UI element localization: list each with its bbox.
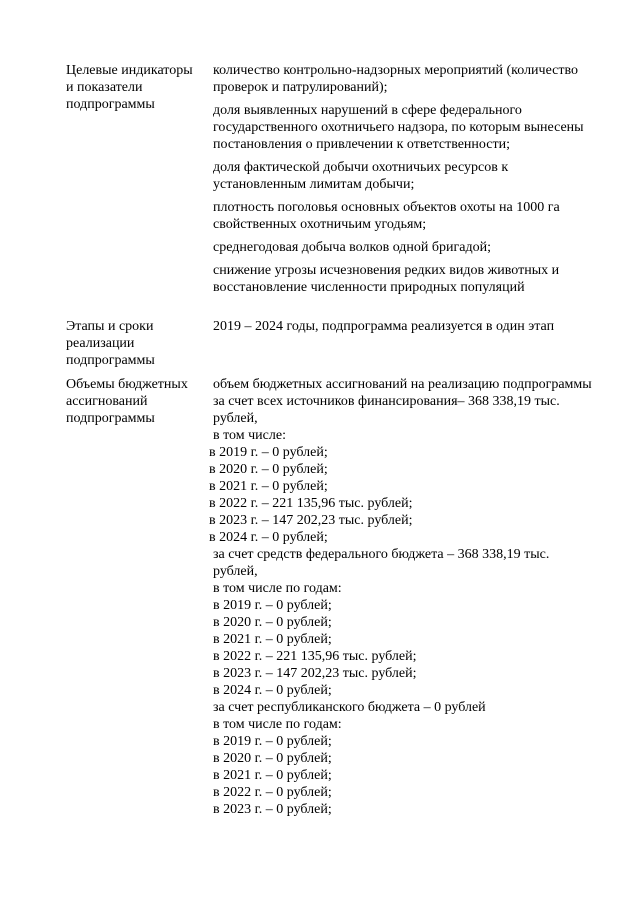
indicator-item: доля фактической добычи охотничьих ресурсов к установленным лимитам добычи; (213, 160, 509, 192)
republic-budget: за счет республиканского бюджета – 0 рублей (213, 700, 486, 715)
budget-year-line: в 2019 г. – 0 рублей; (209, 445, 328, 460)
budget-year-line: в 2024 г. – 0 рублей; (209, 530, 328, 545)
budget-year-line: в 2022 г. – 221 135,96 тыс. рублей; (209, 496, 413, 511)
budget-year-line: в 2020 г. – 0 рублей; (209, 462, 328, 477)
budget-year-line: в 2021 г. – 0 рублей; (209, 479, 328, 494)
republic-year-line: в 2022 г. – 0 рублей; (213, 785, 332, 800)
budget-label: Объемы бюджетных ассигнований подпрограммы (66, 377, 188, 426)
budget-year-line: в 2023 г. – 147 202,23 тыс. рублей; (209, 513, 413, 528)
federal-year-line: в 2020 г. – 0 рублей; (213, 615, 332, 630)
budget-content (209, 376, 596, 818)
federal-year-line: в 2024 г. – 0 рублей; (213, 683, 332, 698)
republic-year-line: в 2023 г. – 0 рублей; (213, 802, 332, 817)
budget-intro: объем бюджетных ассигнований на реализацию подпрограммы за счет всех источников финансирования– 368 338,19 тыс. рублей, (213, 377, 592, 426)
indicator-item: снижение угрозы исчезновения редких видов животных и восстановление численности природных популяций (213, 263, 560, 295)
indicator-item: количество контрольно-надзорных мероприятий (количество проверок и патрулирований); (213, 63, 578, 95)
indicators-label: Целевые индикаторы и показатели подпрограммы (66, 63, 193, 112)
federal-including: в том числе по годам: (213, 581, 342, 596)
republic-including: в том числе по годам: (213, 717, 342, 732)
federal-year-line: в 2023 г. – 147 202,23 тыс. рублей; (213, 666, 417, 681)
budget-including: в том числе: (213, 428, 286, 443)
republic-year-line: в 2019 г. – 0 рублей; (213, 734, 332, 749)
stages-label: Этапы и сроки реализации подпрограммы (66, 319, 155, 368)
indicator-item: плотность поголовья основных объектов охоты на 1000 га свойственных охотничьим угодьям; (213, 200, 560, 232)
indicators-content (213, 62, 596, 302)
federal-year-line: в 2021 г. – 0 рублей; (213, 632, 332, 647)
indicator-item: доля выявленных нарушений в сфере федерального государственного охотничьего надзора, по которым вынесены постановления о привлечении к ответственности; (213, 103, 584, 152)
federal-budget: за счет средств федерального бюджета – 368 338,19 тыс. рублей, (213, 547, 550, 579)
indicator-item: среднегодовая добыча волков одной бригадой; (213, 240, 491, 255)
republic-year-line: в 2021 г. – 0 рублей; (213, 768, 332, 783)
stages-content: 2019 – 2024 годы, подпрограмма реализуется в один этап (213, 319, 555, 334)
federal-year-line: в 2022 г. – 221 135,96 тыс. рублей; (213, 649, 417, 664)
republic-year-line: в 2020 г. – 0 рублей; (213, 751, 332, 766)
federal-year-line: в 2019 г. – 0 рублей; (213, 598, 332, 613)
